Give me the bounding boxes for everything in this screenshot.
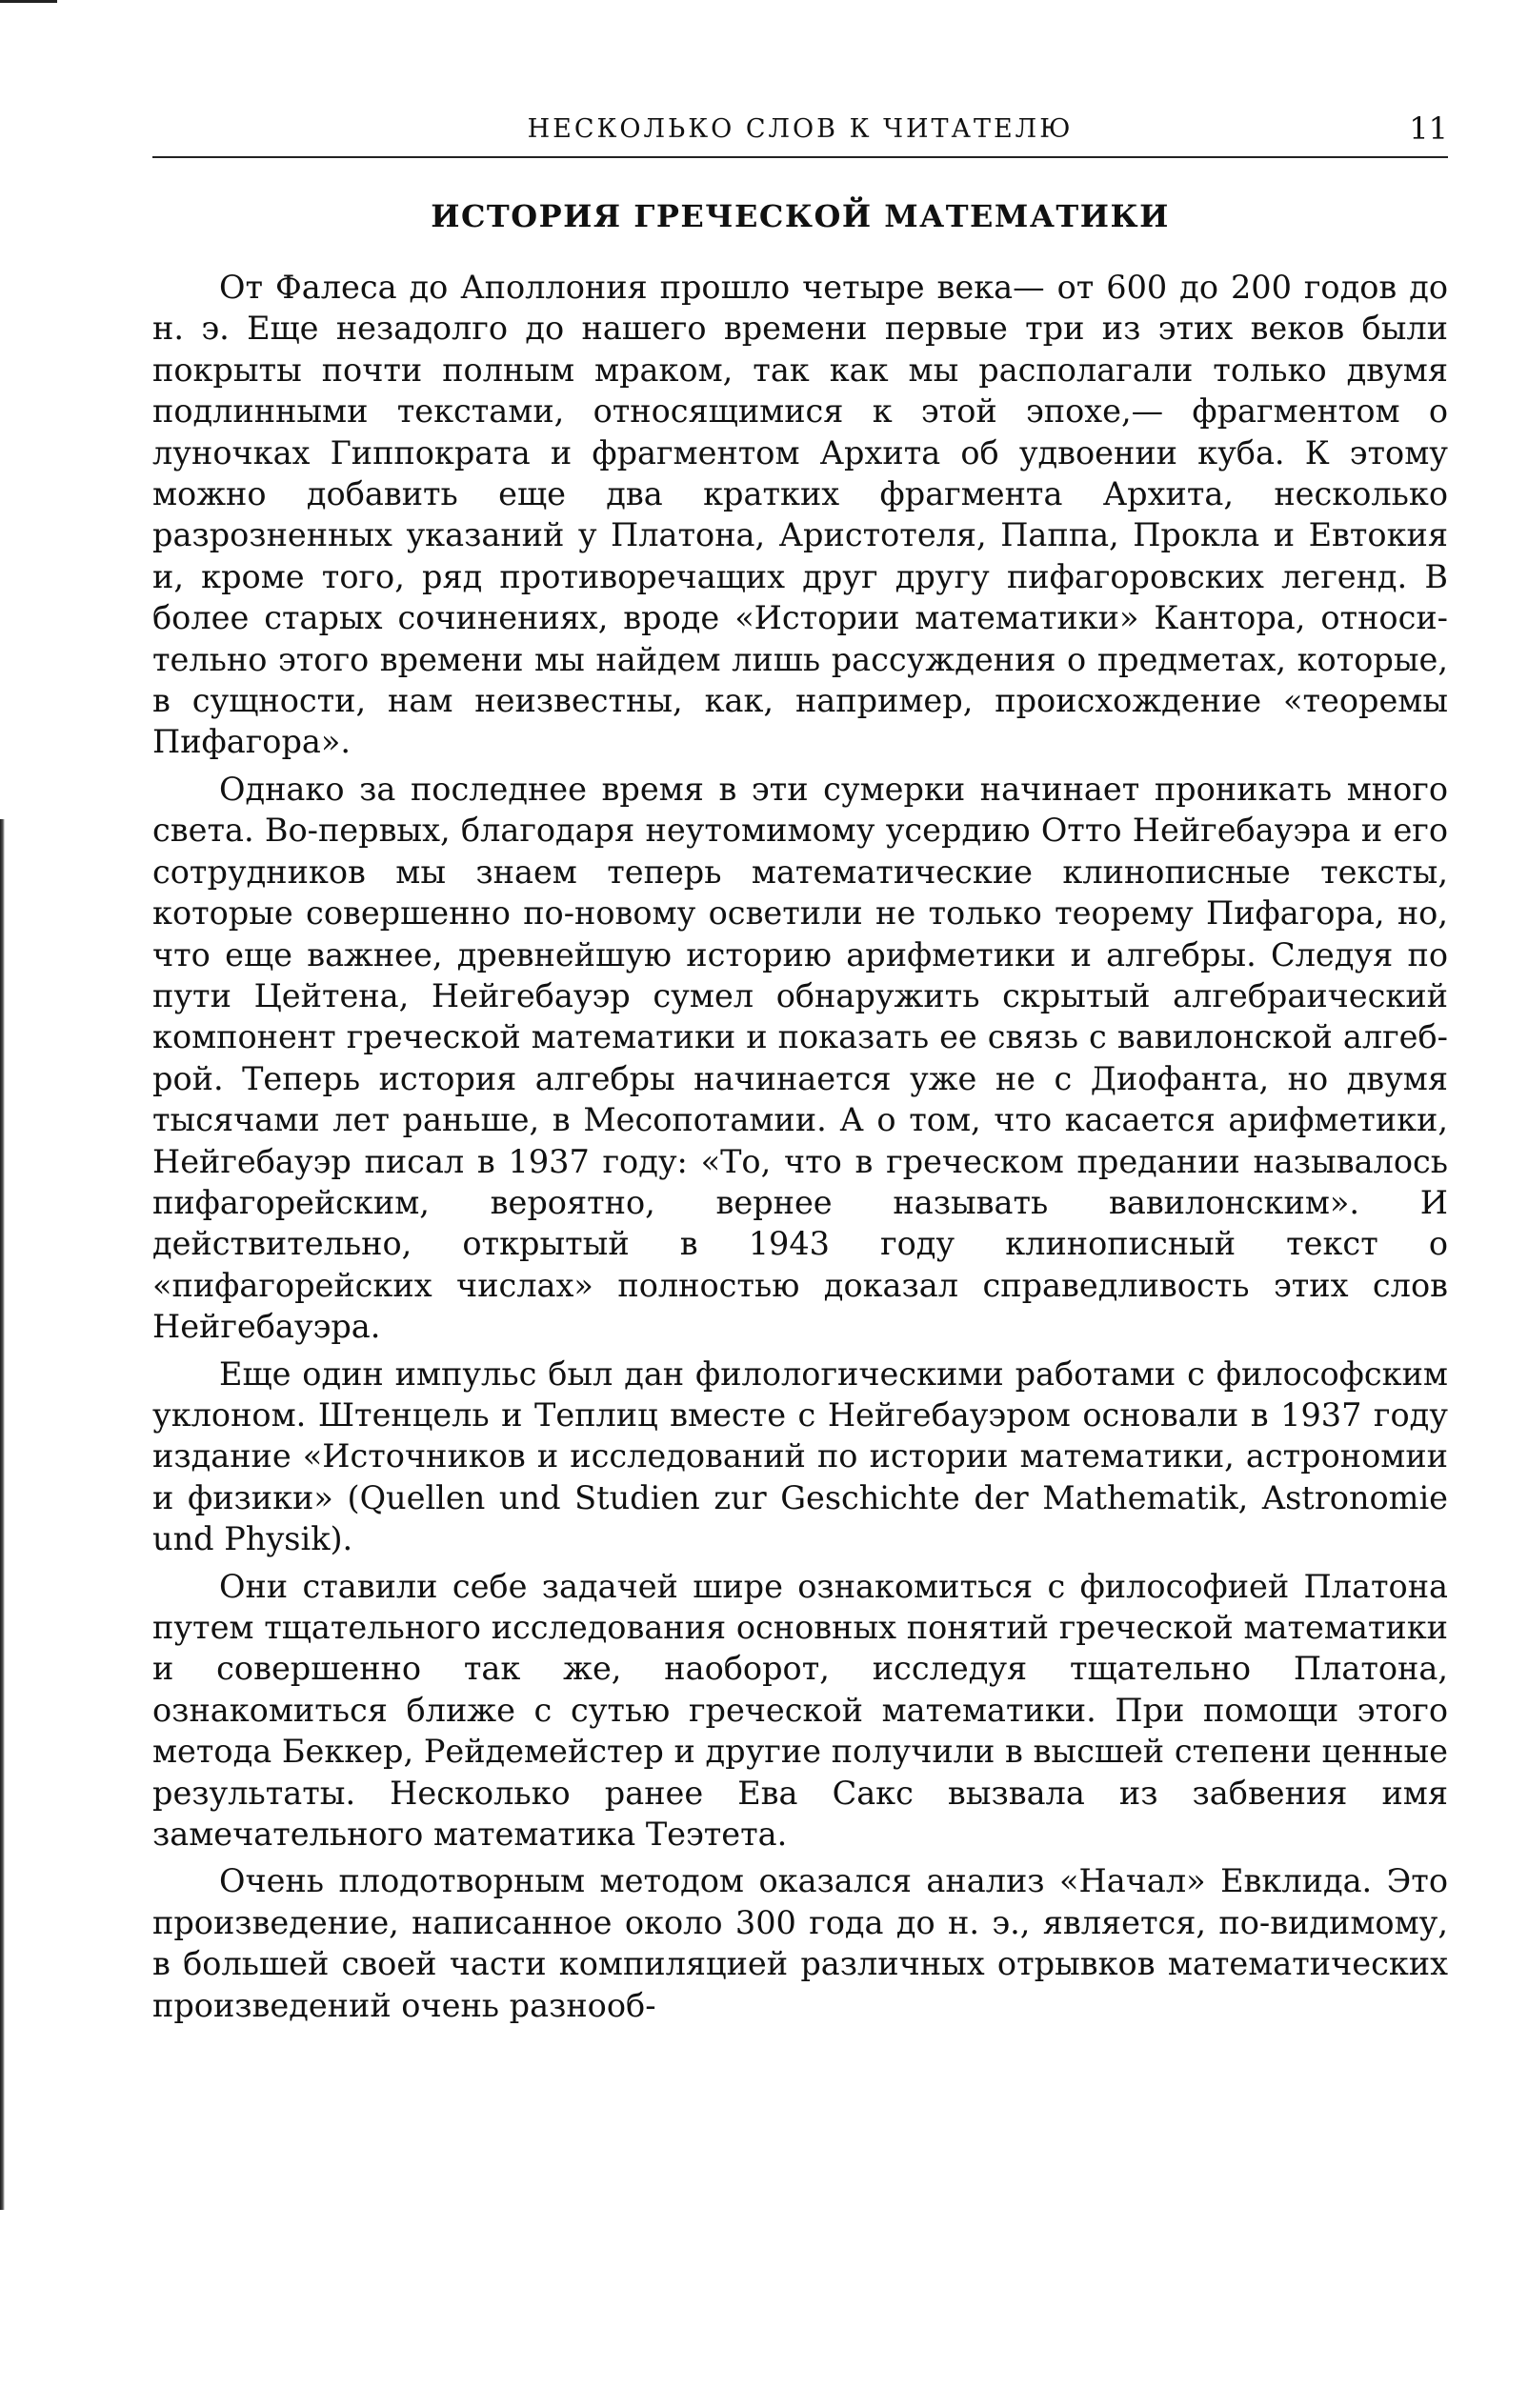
section-title: ИСТОРИЯ ГРЕЧЕСКОЙ МАТЕМАТИКИ (431, 198, 1170, 234)
page-number: 11 (1409, 110, 1448, 147)
scan-artifact-edge (0, 819, 5, 2210)
scan-artifact-top (0, 0, 57, 3)
paragraph: Они ставили себе задачей шире ознакомиться с философией Платона путем тщательного исследования основных понятий греческой математики и совершенно так же, наоборот, исследуя тщательно Платона, ознакомиться ближе с сутью греческой математики. При помощи этого метода Беккер, Рейдемейстер и другие получили в высшей степени ценные результаты. Несколько ранее Ева Сакс вызвала из забвения имя замечательного математика Теэтета. (152, 1567, 1448, 1854)
running-head (152, 95, 1448, 158)
body-text (152, 267, 1448, 2026)
paragraph: Очень плодотворным методом оказался анализ «Начал» Евклида. Это произведение, написанное около 300 года до н. э., является, по-видимому, в большей своей части компиляцией различных отрывков математических произведений очень разнооб- (152, 1862, 1448, 2024)
paragraph: От Фалеса до Аполлония прошло четыре века— от 600 до 200 годов до н. э. Еще незадолго до нашего времени первые три из этих веков были покрыты почти полным мраком, так как мы располагали только двумя подлинными текстами, относящимися к этой эпохе,— фрагментом о луночках Гиппократа и фрагментом Архита об удвоении куба. К этому можно добавить еще два кратких фрагмента Архита, несколько разрозненных указаний у Платона, Аристотеля, Паппа, Прокла и Евтокия и, кроме того, ряд противоречащих друг другу пифагоровских легенд. В более старых сочинениях, вроде «Истории математики» Кантора, относительно этого времени мы найдем лишь рассуждения о предметах, которые, в сущности, нам неизвестны, как, например, происхождение «теоремы Пифагора». (152, 269, 1448, 761)
paragraph: Еще один импульс был дан филологическими работами с философским уклоном. Штенцель и Теплиц вместе с Нейгебауэром основали в 1937 году издание «Источников и исследований по истории математики, астрономии и физики» (Quellen und Studien zur Geschichte der Mathematik, Astronomie und Physik). (152, 1354, 1448, 1558)
running-head-title: НЕСКОЛЬКО СЛОВ К ЧИТАТЕЛЮ (527, 114, 1074, 144)
paragraph: Однако за последнее время в эти сумерки начинает проникать много света. Во-первых, благодаря неутомимому усердию Отто Нейгебауэра и его сотрудников мы знаем теперь математические клинописные тексты, которые совершенно по-новому осветили не только теорему Пифагора, но, что еще важнее, древнейшую историю арифметики и алгебры. Следуя по пути Цейтена, Нейгебауэр сумел обнаружить скрытый алгебраический компонент греческой математики и показать ее связь с вавилонской алгеброй. Теперь история алгебры начинается уже не с Диофанта, но двумя тысячами лет раньше, в Месопотамии. А о том, что касается арифметики, Нейгебауэр писал в 1937 году: «То, что в греческом предании называлось пифагорейским, вероятно, вернее называть вавилонским». И действительно, открытый в 1943 году клинописный текст о «пифагорейских числах» полностью доказал справедливость этих слов Нейгебауэра. (152, 770, 1448, 1346)
book-page (152, 95, 1448, 2032)
